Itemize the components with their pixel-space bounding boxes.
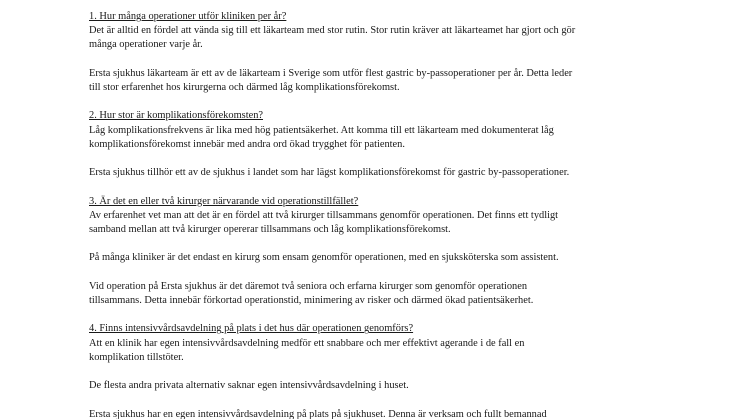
text-line: många operationer varje år. [89, 39, 203, 51]
paragraph [89, 251, 669, 265]
text-line: Det är alltid en fördel att vända sig till ett läkarteam med stor rutin. Stor rutin kräver att läkarteamet har gjort och gör [89, 25, 576, 37]
section-1 [89, 10, 669, 95]
text-line: Vid operation på Ersta sjukhus är det däremot två seniora och erfarna kirurger som genomför operationen [89, 280, 528, 292]
paragraph [89, 280, 669, 308]
text-line: Ersta sjukhus tillhör ett av de sjukhus i landet som har lägst komplikationsförekomst för gastric by-passoperationer. [89, 167, 570, 179]
text-line: till stor erfarenhet hos kirurgerna och därmed låg komplikationsförekomst. [89, 82, 400, 93]
paragraph [89, 24, 669, 52]
section-2 [89, 109, 669, 180]
text-line: På många kliniker är det endast en kirurg som ensam genomför operationen, med en sjuksköterska som assistent. [89, 252, 559, 264]
text-line: komplikationsförekomst innebär med andra ord ökad trygghet för patienten. [89, 138, 405, 150]
paragraph [89, 379, 669, 393]
section-4 [89, 322, 669, 419]
section-heading: 4. Finns intensivvårdsavdelning på plats i det hus där operationen genomförs? [89, 323, 414, 335]
section-3 [89, 195, 669, 309]
paragraph [89, 209, 669, 237]
paragraph [89, 408, 669, 419]
text-line: tillsammans. Detta innebär förkortad operationstid, minimering av risker och därmed ökad patientsäkerhet. [89, 294, 534, 306]
text-line: Av erfarenhet vet man att det är en fördel att två kirurger tillsammans genomför operationen. Det finns ett tydligt [89, 209, 559, 221]
section-heading: 2. Hur stor är komplikationsförekomsten? [89, 110, 264, 122]
text-line: Låg komplikationsfrekvens är lika med hög patientsäkerhet. Att komma till ett läkarteam med dokumenterat låg [89, 124, 554, 136]
text-line: Ersta sjukhus har en egen intensivvårdsavdelning på plats på sjukhuset. Denna är verksam och fullt bemannad [89, 408, 547, 419]
text-line: Att en klinik har egen intensivvårdsavdelning medför ett snabbare och mer effektivt agerande i de fall en [89, 337, 525, 349]
text-line: Ersta sjukhus läkarteam är ett av de läkarteam i Sverige som utför flest gastric by-passoperationer per år. Detta leder [89, 67, 573, 79]
text-line: De flesta andra privata alternativ saknar egen intensivvårdsavdelning i huset. [89, 380, 409, 392]
section-heading: 3. Är det en eller två kirurger närvarande vid operationstillfället? [89, 195, 359, 207]
document-body [89, 10, 669, 419]
paragraph [89, 337, 669, 365]
paragraph [89, 67, 669, 95]
paragraph [89, 124, 669, 152]
text-line: samband mellan att två kirurger opererar tillsammans och låg komplikationsförekomst. [89, 223, 451, 235]
paragraph [89, 166, 669, 180]
text-line: komplikation tillstöter. [89, 351, 184, 363]
section-heading: 1. Hur många operationer utför kliniken per år? [89, 11, 287, 22]
